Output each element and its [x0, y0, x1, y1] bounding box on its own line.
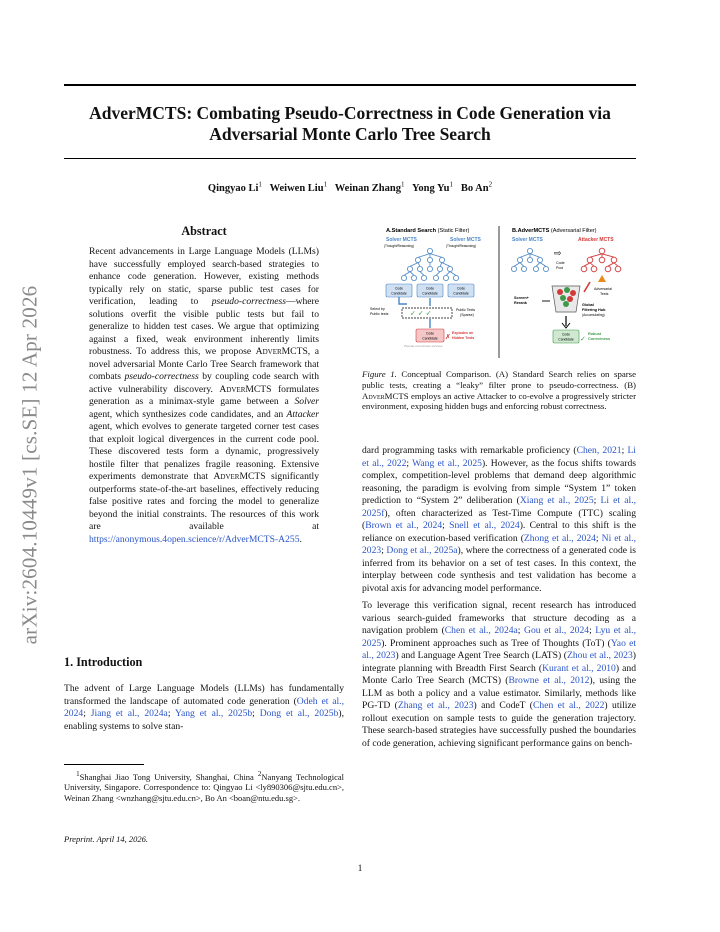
- citation[interactable]: Snell et al., 2024: [449, 520, 520, 531]
- citation[interactable]: Chen et al., 2024a: [444, 625, 518, 636]
- intro-heading: 1. Introduction: [64, 655, 143, 669]
- citation[interactable]: Brown et al., 2024: [365, 520, 443, 531]
- affiliation-footnote: $^1$Shanghai Jiao Tong University, Shanghai, China $^2$Nanyang Technological University, Singapore. Correspondence to: Qingyao Li <ly890306@sjtu.edu.cn>, Weinan Zhang <wnzhang@sjtu.edu.cn>, Bo An <boan@ntu.edu.sg>.: [64, 770, 345, 804]
- public-tests-label: Public tests: [370, 312, 389, 316]
- citation[interactable]: Kurant et al., 2010: [542, 662, 616, 674]
- figure-1-diagram: [362, 224, 636, 362]
- author: Qingyao Li$^1$: [207, 180, 262, 194]
- attack-arrow: [584, 282, 590, 292]
- select-by-label: Select by: [370, 307, 385, 311]
- svg-text:Candidate: Candidate: [422, 336, 438, 341]
- author: Yong Yu$^1$: [412, 180, 453, 194]
- citation[interactable]: Li et al., 2022: [362, 445, 636, 469]
- code-pool-label: Code: [556, 261, 565, 265]
- thought-label-a2: (Thought/Reasoning): [446, 244, 476, 248]
- footnote-rule: [64, 764, 144, 765]
- public-texts-label: Public Texts: [456, 308, 476, 312]
- title-bottom-rule: [64, 158, 636, 159]
- paragraph: dard programming tasks with remarkable proficiency (Chen, 2021; Li et al., 2022; Wang et al., 2025). However, as the focus shifts towards complex, competition-level problems that demand deep algorithmic reasoning, the paradigm is evolving from simple “System 1” token prediction to “System 2” deliberation (Xiang et al., 2025; Li et al., 2025f), often characterized as Test-Time Compute (TTC) scaling (Brown et al., 2024; Snell et al., 2024). Central to this shift is the reliance on execution-based verification (Zhong et al., 2024; Ni et al., 2023; Dong et al., 2025a), where the correctness of a generated code is inferred from its behavior on a set of test cases. In this context, the interplay between code synthesis and test validation has become a pivotal axis for advancing model performance.: [362, 445, 636, 594]
- intro-body: The advent of Large Language Models (LLMs) has fundamentally transformed the landscape of automated code generation (Odeh et al., 2024; Jiang et al., 2024a; Yang et al., 2025b; Dong et al., 2025b), enabling systems to solve stan-: [64, 683, 344, 732]
- arrow-right-icon: ⇨: [554, 248, 562, 258]
- abstract-heading: Abstract: [181, 224, 227, 238]
- citation[interactable]: Yang et al., 2025b: [175, 708, 253, 719]
- author: Bo An$^2$: [460, 180, 493, 194]
- solver-tree-b: [511, 248, 548, 271]
- citation[interactable]: Xiang et al., 2025: [519, 495, 594, 506]
- paper-title: [64, 103, 636, 145]
- svg-text:Filtering Hub: Filtering Hub: [582, 308, 606, 312]
- svg-text:Candidate: Candidate: [391, 291, 407, 296]
- global-filter-label: Global: [582, 303, 594, 307]
- paragraph: To leverage this verification signal, recent research has introduced various search-guided frameworks that structure decoding as a navigation problem (Chen et al., 2024a; Gou et al., 2024; Lyu et al., 2025). Prominent approaches such as Tree of Thoughts (ToT) (Yao et al., 2023) and Language Agent Tree Search (LATS) (Zhou et al., 2023) integrate planning with Breadth First Search (Kurant et al., 2010) and Monte Carlo Tree Search (MCTS) (Browne et al., 2012), using the LLM as both a policy and a value estimator. Similarly, methods like PG-TD (Zhang et al., 2023) and CodeT (Chen et al., 2022) utilize rollout execution on sample tests to guide the generation trajectory. These search-based strategies have successfully pushed the boundaries of code generation, achieving significant performance gains on bench-: [362, 600, 636, 749]
- check-icon: ✓: [580, 336, 586, 343]
- svg-text:Code: Code: [425, 286, 435, 291]
- screen-label: Screen+: [514, 296, 529, 300]
- citation[interactable]: Gou et al., 2024: [524, 625, 590, 636]
- page-number: 1: [357, 863, 363, 874]
- warning-icon: [598, 275, 606, 282]
- right-column-body: [362, 445, 636, 755]
- title-line-2: Adversarial Monte Carlo Tree Search: [209, 124, 491, 144]
- svg-text:Explodes on: Explodes on: [452, 331, 474, 335]
- citation[interactable]: Yao et al., 2023: [362, 637, 636, 661]
- citation[interactable]: Zhang et al., 2023: [397, 700, 474, 711]
- solver-mcts-label-a2: Solver MCTS: [450, 237, 481, 243]
- citation[interactable]: Chen, 2021: [576, 445, 622, 456]
- svg-text:Tests: Tests: [600, 292, 609, 296]
- svg-text:(Accumulating): (Accumulating): [582, 313, 605, 317]
- solver-tree-a: [401, 248, 458, 280]
- arxiv-id: arXiv:2604.10449v1 [cs.SE] 12 Apr 2026: [17, 285, 42, 645]
- svg-text:Hidden Tests: Hidden Tests: [452, 336, 475, 340]
- citation[interactable]: Ni et al., 2023: [362, 532, 636, 556]
- panel-a-title: A.Standard Search (Static Filter): [386, 228, 470, 234]
- arrow-a1: [399, 297, 407, 304]
- thought-label-a1: (Thought/Reasoning): [384, 244, 414, 248]
- x-icon: ✗: [445, 334, 451, 341]
- svg-text:Candidate: Candidate: [422, 291, 438, 296]
- svg-text:Code: Code: [456, 286, 466, 291]
- author: Weinan Zhang$^1$: [334, 180, 405, 194]
- panel-b-title: B.AdverMCTS (Adversarial Filter): [512, 228, 597, 234]
- svg-text:Code: Code: [425, 331, 435, 336]
- author: Weiwen Liu$^1$: [269, 180, 328, 194]
- svg-text:Pool: Pool: [556, 266, 564, 270]
- svg-text:Code: Code: [561, 332, 571, 337]
- attacker-mcts-label: Attacker MCTS: [578, 237, 614, 243]
- solver-mcts-label-a1: Solver MCTS: [386, 237, 417, 243]
- citation[interactable]: Wang et al., 2025: [412, 457, 482, 469]
- citation[interactable]: Lyu et al., 2025: [362, 625, 636, 649]
- sparse-label: (Sparse): [460, 313, 474, 317]
- abstract-body: Recent advancements in Large Language Models (LLMs) have successfully employed search-based strategies to enhance code generation. However, existing methods typically rely on static, sparse public test cases for verification, leading to pseudo-correctness—where solutions overfit the visible public tests but fail to generalize to hidden test cases. We argue that optimizing against a fixed, weak environment inherently limits robustness. To address this, we propose AdverMCTS, a novel adversarial Monte Carlo Tree Search framework that combats pseudo-correctness by coupling code search with active vulnerability discovery. AdverMCTS formulates generation as a minimax-style game between a Solver agent, which synthesizes code candidates, and an Attacker agent, which evolves to generate targeted corner test cases that exploit logical divergences in the current code pool. These discovered tests form a dynamic, progressively hostile filter that penalizes fragile reasoning. Extensive experiments demonstrate that AdverMCTS significantly outperforms state-of-the-art baselines, effectively reducing false positive rates and forcing the model to generalize beyond the initial constraints. The resources of this work are available at https://anonymous.4open.science/r/AdverMCTS-A255.: [89, 246, 319, 545]
- solver-mcts-label-b: Solver MCTS: [512, 237, 543, 243]
- svg-text:Correctness: Correctness: [588, 337, 611, 341]
- code-candidates-a: [386, 284, 474, 297]
- rerank-label: Rerank: [514, 301, 527, 305]
- citation[interactable]: Dong et al., 2025a: [386, 545, 458, 556]
- arxiv-stamp: [6, 240, 54, 690]
- attacker-tree: [581, 248, 621, 272]
- citation[interactable]: Chen et al., 2022: [533, 700, 605, 711]
- svg-text:Candidate: Candidate: [558, 337, 574, 342]
- svg-text:Robust: Robust: [588, 332, 602, 336]
- svg-text:Code: Code: [394, 286, 404, 291]
- adversarial-label: Adversarial: [594, 287, 612, 291]
- citation[interactable]: Zhou et al., 2023: [566, 650, 633, 661]
- citation[interactable]: Li et al., 2025f: [362, 495, 636, 519]
- svg-text:Candidate: Candidate: [453, 291, 469, 296]
- check-icons: ✓ ✓ ✓: [410, 310, 432, 318]
- citation[interactable]: Browne et al., 2012: [508, 675, 590, 686]
- citation[interactable]: Jiang et al., 2024a: [90, 708, 168, 719]
- title-line-1: AdverMCTS: Combating Pseudo-Correctness in Code Generation via: [89, 103, 611, 123]
- figure-caption: Figure 1. Conceptual Comparison. (A) Standard Search relies on sparse public tests, creating a “leaky” filter prone to pseudo-correctness. (B) AdverMCTS employs an active Attacker to co-evolve a progressively stricter environment, exposing hidden bugs and enforcing robust correctness.: [362, 369, 637, 412]
- citation[interactable]: Dong et al., 2025b: [259, 708, 339, 719]
- author-list: [64, 180, 636, 194]
- citation[interactable]: Odeh et al., 2024: [64, 695, 344, 719]
- pseudo-survives-label: Pseudo-correctness survives: [404, 344, 443, 348]
- citation[interactable]: Zhong et al., 2024: [523, 532, 596, 544]
- title-top-rule: [64, 84, 636, 86]
- resource-link[interactable]: https://anonymous.4open.science/r/AdverMCTS-A255: [89, 533, 300, 545]
- preprint-note: Preprint. April 14, 2026.: [64, 834, 149, 844]
